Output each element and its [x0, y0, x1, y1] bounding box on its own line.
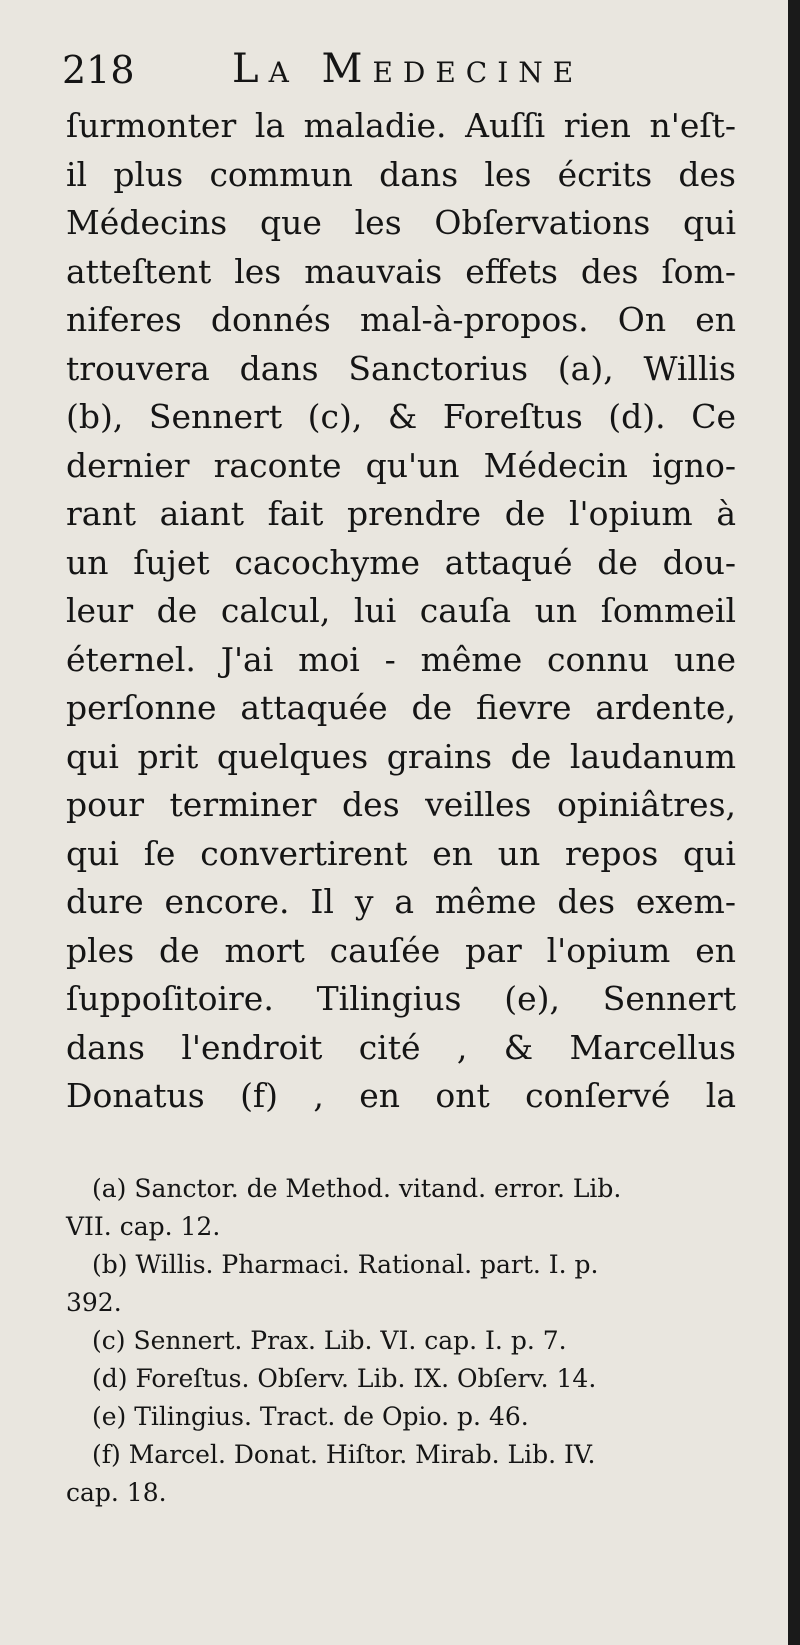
text-line: dernier raconte qu'un Médecin igno-: [66, 445, 736, 485]
text-line: pour terminer des veilles opiniâtres,: [66, 785, 736, 824]
text-line: (b), Sennert (c), & Foreſtus (d). Ce: [66, 397, 736, 436]
text-line: Donatus (f) , en ont conſervé la: [66, 1076, 736, 1115]
footnote-line: (a) Sanctor. de Method. vitand. error. Lib.: [92, 1174, 622, 1203]
text-line: éternel. J'ai moi - même connu une: [66, 639, 736, 679]
text-line: trouvera dans Sanctorius (a), Willis: [66, 348, 736, 388]
text-line: il plus commun dans les écrits des: [66, 154, 736, 194]
footnote-line: (f) Marcel. Donat. Hiſtor. Mirab. Lib. IV.: [92, 1440, 596, 1469]
footnote-line: (d) Foreſtus. Obſerv. Lib. IX. Obſerv. 14.: [92, 1364, 597, 1393]
footnote-line: (c) Sennert. Prax. Lib. VI. cap. I. p. 7.: [92, 1326, 567, 1355]
text-line: ſurmonter la maladie. Auſſi rien n'eſt-: [66, 106, 736, 145]
running-head: [62, 40, 742, 100]
page-number: 218: [62, 48, 135, 92]
body-text: [66, 102, 736, 1121]
footnote-line: (e) Tilingius. Tract. de Opio. p. 46.: [92, 1402, 529, 1431]
text-line: perſonne attaquée de fievre ardente,: [66, 688, 736, 727]
text-line: ples de mort cauſée par l'opium en: [66, 930, 736, 970]
page-edge: [788, 0, 800, 1645]
text-line: leur de calcul, lui cauſa un ſommeil: [66, 591, 736, 630]
text-line: dans l'endroit cité , & Marcellus: [66, 1027, 736, 1067]
text-line: atteſtent les mauvais effets des ſom-: [66, 251, 736, 291]
running-title: La Medecine: [232, 46, 584, 92]
text-line: niferes donnés mal-à-propos. On en: [66, 300, 736, 339]
footnote-line: VII. cap. 12.: [66, 1212, 221, 1241]
text-line: qui prit quelques grains de laudanum: [66, 736, 736, 776]
text-line: dure encore. Il y a même des exem-: [66, 882, 736, 921]
footnotes: [66, 1170, 736, 1512]
footnote-line: 392.: [66, 1288, 122, 1317]
text-line: un ſujet cacochyme attaqué de dou-: [66, 542, 736, 582]
text-line: Médecins que les Obſervations qui: [66, 203, 736, 242]
text-line: ſuppoſitoire. Tilingius (e), Sennert: [66, 979, 736, 1018]
text-line: rant aiant fait prendre de l'opium à: [66, 494, 736, 533]
text-line: qui ſe convertirent en un repos qui: [66, 833, 736, 873]
footnote-line: cap. 18.: [66, 1478, 167, 1507]
footnote-line: (b) Willis. Pharmaci. Rational. part. I. p.: [92, 1250, 599, 1279]
